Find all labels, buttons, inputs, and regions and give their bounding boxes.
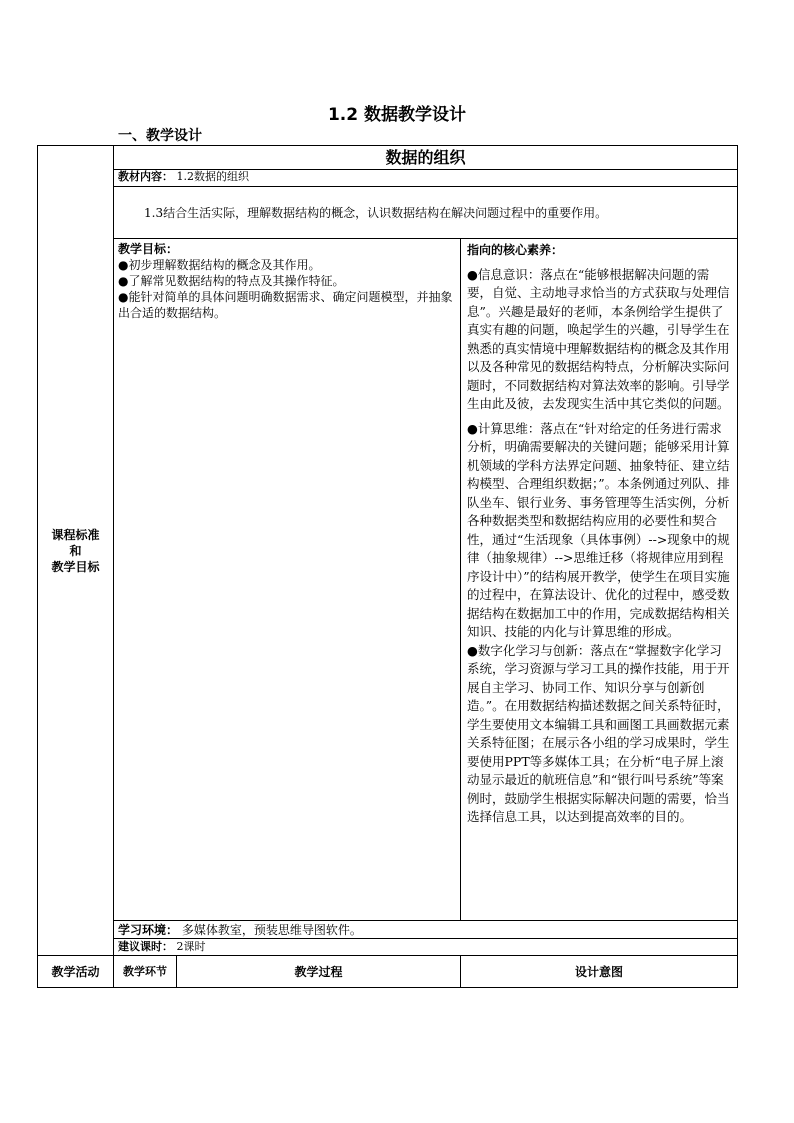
hours-label: 建议课时： xyxy=(118,940,173,953)
core-item-digital: ●数字化学习与创新：落点在“掌握数字化学习系统，学习资源与学习工具的操作技能，用于开展自主学习、协同工作、知识分享与创新创造。”。在用数据结构描述数据之间关系特征时，学生要使用文本编辑工具和画图工具画数据元素关系特征图；在展示各小组的学习成果时，学生要使用PPT等多媒体工具；在分析“电子屏上滚动显示最近的航班信息”和“银行叫号系统”等案例时，鼓励学生根据实际解决问题的需要，恰当选择信息工具，以达到提高效率的目的。 xyxy=(467,642,730,824)
col-process-header: 教学过程 xyxy=(177,956,461,988)
env-row xyxy=(114,921,738,939)
hours-row xyxy=(114,939,738,956)
col-intent-header: 设计意图 xyxy=(461,956,738,988)
core-cell xyxy=(461,239,738,921)
core-item-info: ●信息意识：落点在“能够根据解决问题的需要，自觉、主动地寻求恰当的方式获取与处理信息”。兴趣是最好的老师，本条例给学生提供了真实有趣的问题，唤起学生的兴趣，引导学生在熟悉的真实情境中理解数据结构的概念及其作用以及各种常见的数据结构特点，分析解决实际问题时，不同数据结构对算法效率的影响。引导学生由此及彼，去发现实生活中其它类似的问题。 xyxy=(467,266,730,411)
content-label: 教材内容： xyxy=(118,170,173,183)
env-value: 多媒体教室，预装思维导图软件。 xyxy=(181,922,362,937)
goals-label: 教学目标： xyxy=(118,242,179,256)
hours-value: 2课时 xyxy=(176,940,206,953)
core-label: 指向的核心素养： xyxy=(467,243,564,257)
activity-label: 教学活动 xyxy=(38,956,114,988)
left-label-line1: 课程标准 xyxy=(51,527,100,542)
content-row xyxy=(114,170,738,187)
goal-item: ●了解常见数据结构的特点及其操作特征。 xyxy=(118,274,345,288)
standard-text: 1.3结合生活实际，理解数据结构的概念，认识数据结构在解决问题过程中的重要作用。 xyxy=(144,205,608,220)
goal-item: ●能针对简单的具体问题明确数据需求、确定问题模型，并抽象出合适的数据结构。 xyxy=(118,290,453,320)
col-step-header: 教学环节 xyxy=(114,956,177,988)
env-label: 学习环境： xyxy=(118,922,179,937)
table-header: 数据的组织 xyxy=(114,146,738,170)
core-item-computing: ●计算思维：落点在“针对给定的任务进行需求分析，明确需要解决的关键问题；能够采用计算机领域的学科方法界定问题、抽象特征、建立结构模型、合理组织数据；”。本条例通过列队、排队坐车、银行业务、事务管理等生活实例，分析各种数据类型和数据结构应用的必要性和契合性，通过“生活现象（具体事例）-->现象中的规律（抽象规律）-->思维迁移（将规律应用到程序设计中）”的结构展开教学，使学生在项目实施的过程中，在算法设计、优化的过程中，感受数据结构在数据加工中的作用，完成数据结构相关知识、技能的内化与计算思维的形成。 xyxy=(467,420,730,639)
goal-item: ●初步理解数据结构的概念及其作用。 xyxy=(118,258,321,272)
content-value: 1.2数据的组织 xyxy=(176,170,249,183)
section-heading: 一、教学设计 xyxy=(118,128,202,144)
left-label-line3: 教学目标 xyxy=(51,559,100,574)
left-label-cell xyxy=(38,146,114,956)
document-title: 1.2 数据教学设计 xyxy=(327,105,467,125)
design-table xyxy=(37,145,738,988)
standard-row xyxy=(114,187,738,239)
goals-cell xyxy=(114,239,461,921)
left-label-line2: 和 xyxy=(69,543,82,558)
